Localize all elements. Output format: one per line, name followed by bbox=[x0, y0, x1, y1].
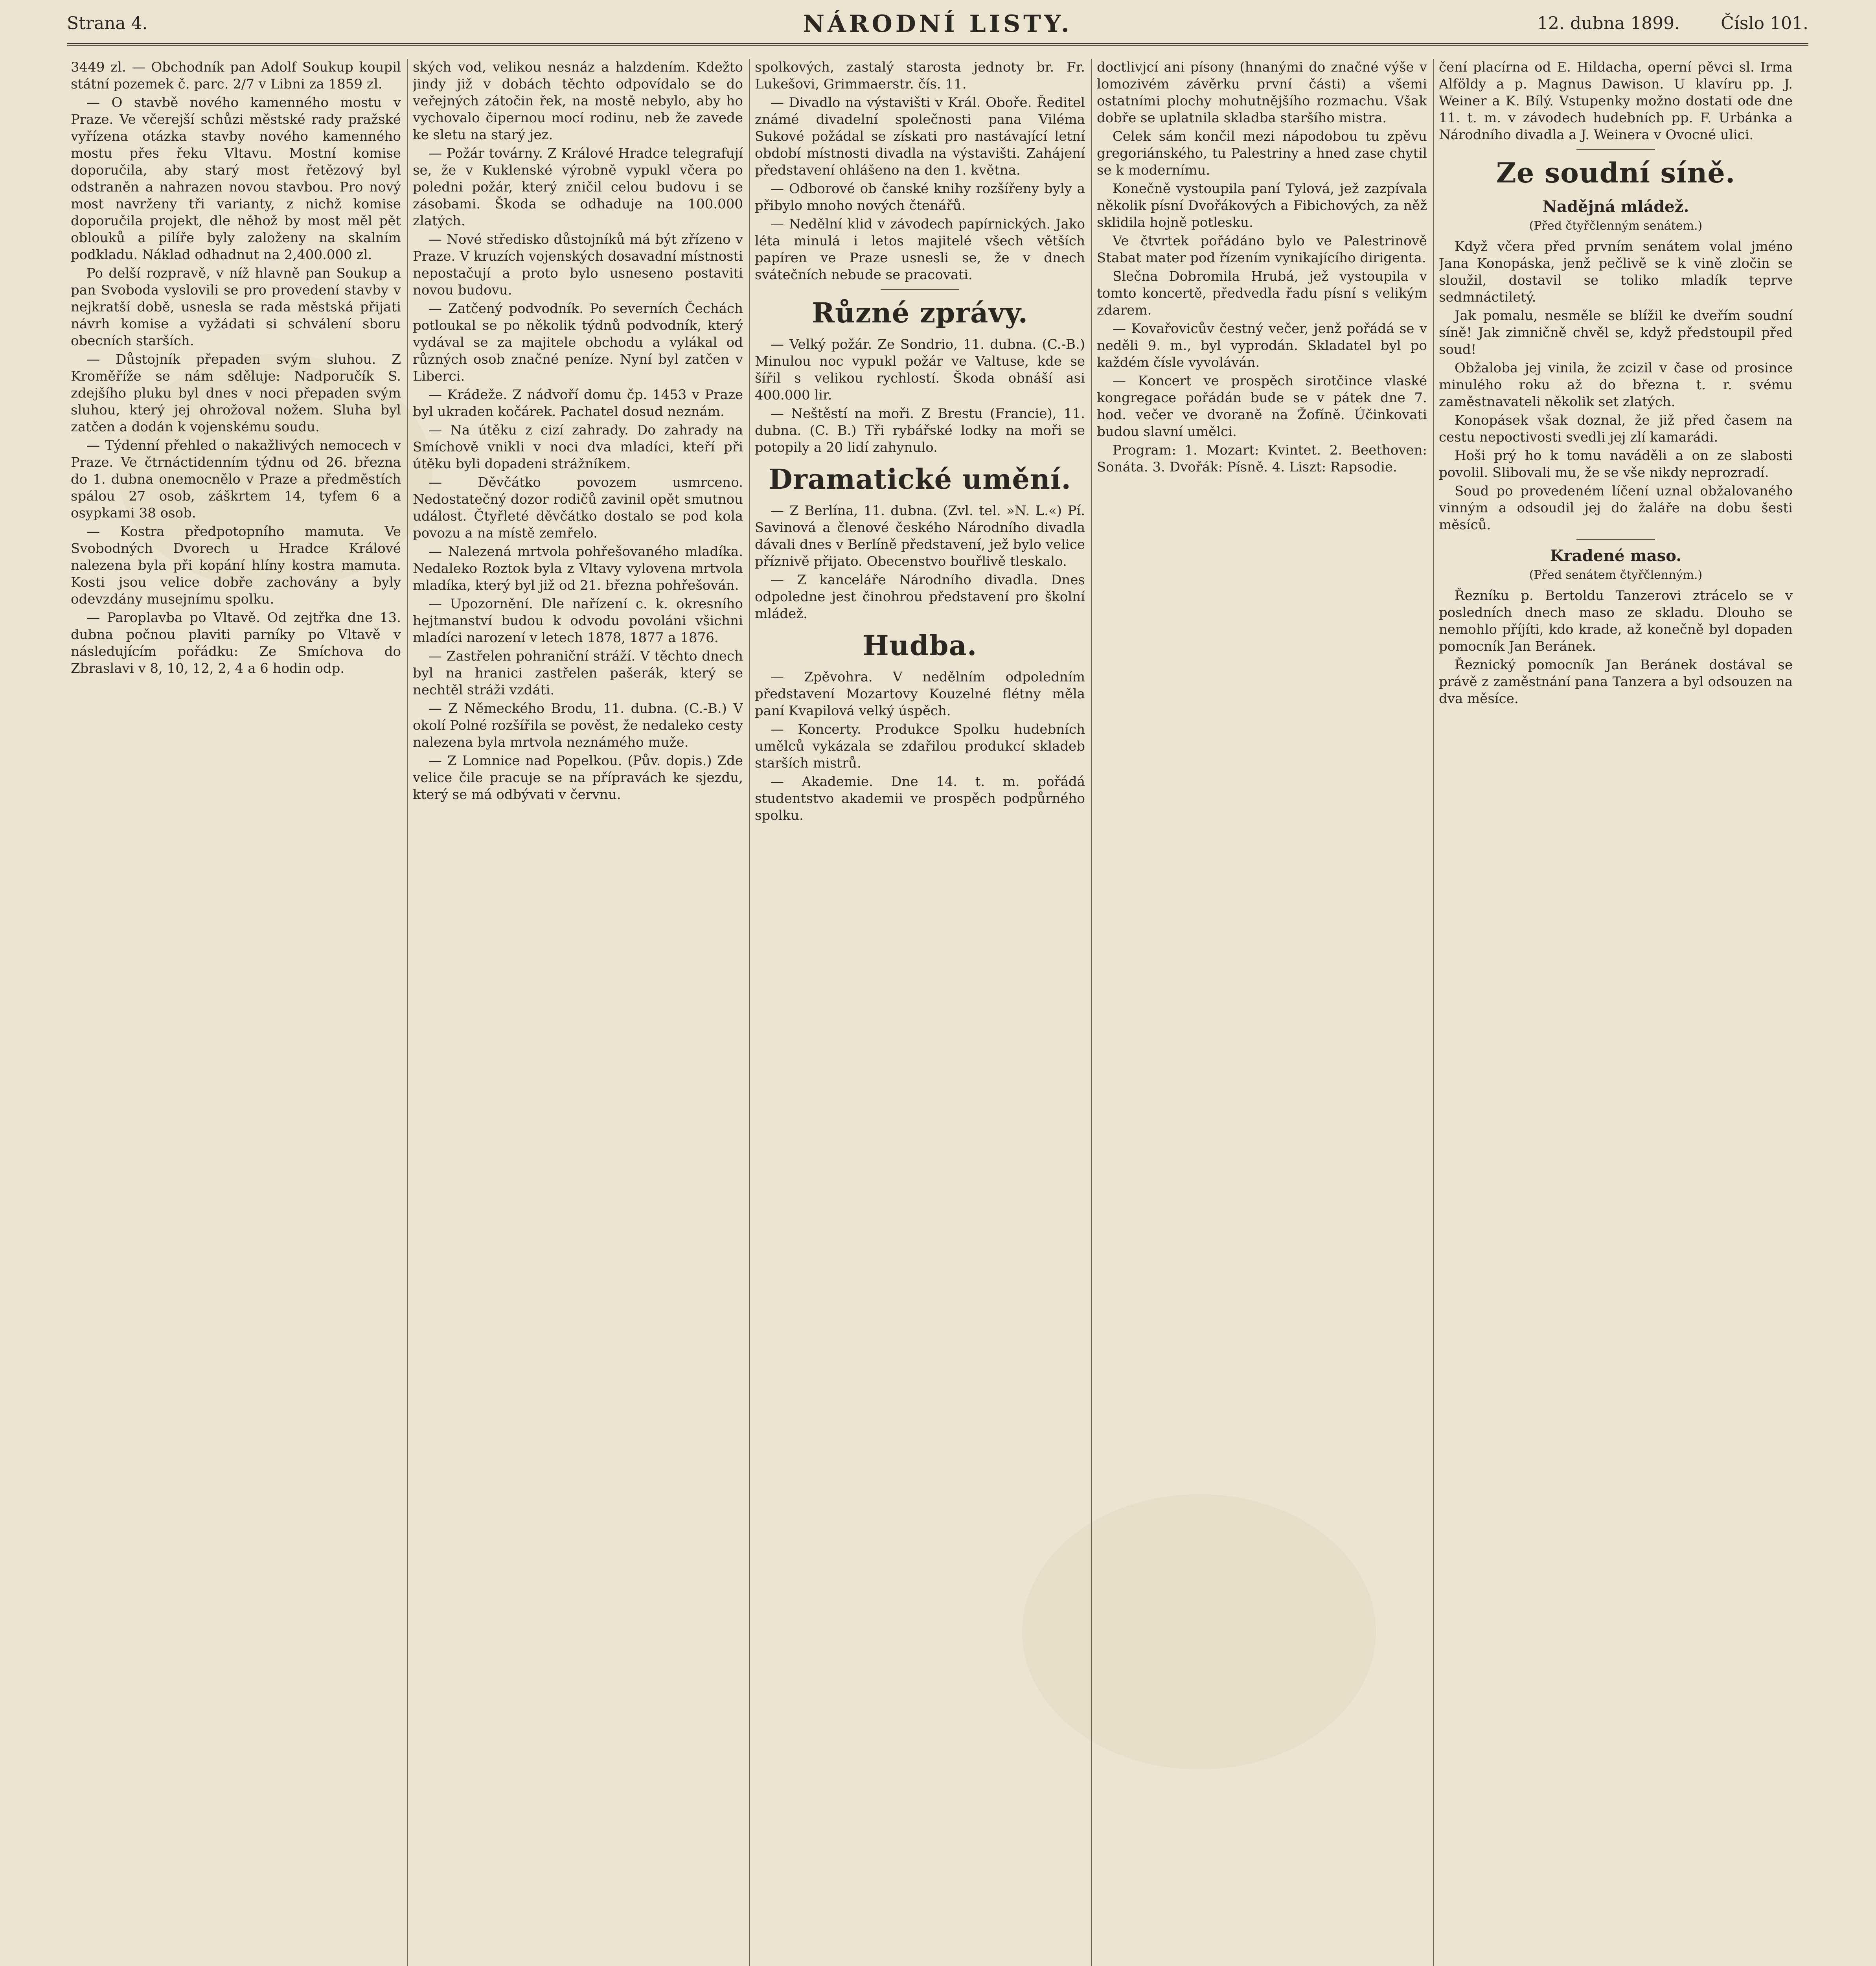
article-note: (Před čtyřčlenným senátem.) bbox=[1529, 219, 1703, 233]
article-paragraph: Obžaloba jej vinila, že zcizil v čase od prosince minulého roku až do března t. r. svému zaměstnavateli několik set zlatých. bbox=[1439, 360, 1793, 410]
section-headline: Ze soudní síně. bbox=[1496, 156, 1736, 189]
article-title: Nadějná mládež. bbox=[1542, 197, 1689, 216]
column-2 bbox=[413, 59, 743, 1966]
issue-date: 12. dubna 1899. bbox=[1537, 13, 1680, 33]
column-divider bbox=[1433, 59, 1434, 1966]
column-divider bbox=[1091, 59, 1092, 1966]
article-paragraph: — Děvčátko povozem usmrceno. Nedostatečný dozor rodičů zavinil opět smutnou událost. Čtyřleté děvčátko dostalo se pod kola povozu a na místě zemřelo. bbox=[413, 475, 743, 541]
article-paragraph: — Nové středisko důstojníků má být zřízeno v Praze. V kruzích vojenských dosavadní místnosti nepostačují a proto bylo usneseno postaviti novou budovu. bbox=[413, 232, 743, 298]
article-paragraph: — Z kanceláře Národního divadla. Dnes odpoledne jest činohrou představení pro školní mládež. bbox=[755, 572, 1085, 622]
article-paragraph: — Kostra předpotopního mamuta. Ve Svobodných Dvorech u Hradce Králové nalezena byla při kopání hlíny kostra mamuta. Kosti jsou velice dobře zachovány a byly odevzdány musejnímu spolku. bbox=[71, 524, 401, 607]
article-paragraph: Soud po provedeném líčení uznal obžalovaného vinným a odsoudil jej do žaláře na dobu šesti měsíců. bbox=[1439, 483, 1793, 533]
article-paragraph: — Koncerty. Produkce Spolku hudebních umělců vykázala se zdařilou produkcí skladeb starších mistrů. bbox=[755, 722, 1085, 771]
article-paragraph: — Upozornění. Dle nařízení c. k. okresního hejtmanství budou k odvodu povoláni všichni mladíci narození v letech 1878, 1877 a 1876. bbox=[413, 596, 743, 646]
article-paragraph: — Z Lomnice nad Popelkou. (Pův. dopis.) Zde velice čile pracuje se na přípravách ke sjezdu, který se má odbývati v červnu. bbox=[413, 753, 743, 803]
article-paragraph: — Z Berlína, 11. dubna. (Zvl. tel. »N. L.«) Pí. Savinová a členové českého Národního divadla dávali dnes v Berlíně představení, jež bylo velice příznivě přijato. Obecenstvo bouřlivě tleskalo. bbox=[755, 503, 1085, 569]
article-paragraph: — Kovařovicův čestný večer, jenž pořádá se v neděli 9. m., byl vyprodán. Skladatel byl po každém čísle vyvoláván. bbox=[1097, 321, 1427, 370]
article-paragraph: — O stavbě nového kamenného mostu v Praze. Ve včerejší schůzi městské rady pražské vyřízena otázka stavby nového kamenného mostu přes řeku Vltavu. Mostní komise doporučila, aby starý most řetězový byl odstraněn a nahrazen novou stavbou. Pro nový most navrženy tři varianty, z nichž komise doporučila projekt, dle něhož by most měl pět oblouků a pilíře byly založeny na skalním podkladu. Náklad odhadnut na 2,400.000 zl. bbox=[71, 95, 401, 263]
masthead bbox=[67, 8, 1808, 46]
section-headline: Různé zprávy. bbox=[811, 296, 1028, 329]
article-paragraph: — Požár továrny. Z Králové Hradce telegrafují se, že v Kuklenské výrobně vypukl včera po poledni požár, který zničil celou budovu i se zásobami. Škoda se odhaduje na 100.000 zlatých. bbox=[413, 145, 743, 229]
article-paragraph: Konečně vystoupila paní Tylová, jež zazpívala několik písní Dvořákových a Fibichových, za něž sklidila hojně potlesku. bbox=[1097, 181, 1427, 230]
article-paragraph: — Nedělní klid v závodech papírnických. Jako léta minulá i letos majitelé všech větších papíren ve Praze usnesli se, že v dnech svátečních nebude se pracovati. bbox=[755, 216, 1085, 283]
article-paragraph: Řezníku p. Bertoldu Tanzerovi ztrácelo se v posledních dnech maso ze skladu. Dlouho se nemohlo příjíti, kdo krade, až konečně byl dopaden pomocník Jan Beránek. bbox=[1439, 588, 1793, 654]
article-paragraph: — Zpěvohra. V nedělním odpoledním představení Mozartovy Kouzelné flétny měla paní Kvapilová velký úspěch. bbox=[755, 669, 1085, 719]
issue-number: Číslo 101. bbox=[1721, 13, 1808, 33]
article-paragraph: 3449 zl. — Obchodník pan Adolf Soukup koupil státní pozemek č. parc. 2/7 v Libni za 1859 zl. bbox=[71, 59, 401, 92]
article-paragraph: — Velký požár. Ze Sondrio, 11. dubna. (C.-B.) Minulou noc vypukl požár ve Valtuse, kde se šířil s velikou rychlostí. Škoda obnáší asi 400.000 lir. bbox=[755, 337, 1085, 403]
section-headline: Dramatické umění. bbox=[769, 463, 1071, 495]
article-paragraph: — Odborové ob čanské knihy rozšířeny byly a přibylo mnoho nových čtenářů. bbox=[755, 181, 1085, 214]
column-divider bbox=[749, 59, 750, 1966]
article-paragraph: — Z Německého Brodu, 11. dubna. (C.-B.) V okolí Polné rozšířila se pověst, že nedaleko cesty nalezena byla mrtvola neznámého muže. bbox=[413, 701, 743, 750]
article-paragraph: Konopásek však doznal, že již před časem na cestu nepoctivosti svedli jej zlí kamarádi. bbox=[1439, 412, 1793, 445]
article-paragraph: Hoši prý ho k tomu naváděli a on ze slabosti povolil. Slibovali mu, že se vše nikdy neprozradí. bbox=[1439, 448, 1793, 480]
article-paragraph: Celek sám končil mezi nápodobou tu zpěvu gregoriánského, tu Palestriny a hned zase chytil se k modernímu. bbox=[1097, 129, 1427, 178]
article-paragraph: doctlivjcí ani písony (hnanými do značné výše v lomozivém závěrku první části) a všemi ostatními plochy mohutnějšího rozmachu. Však dobře se uplatnila skladba staršího mistra. bbox=[1097, 59, 1427, 126]
column-1 bbox=[71, 59, 401, 1966]
article-paragraph: Když včera před prvním senátem volal jméno Jana Konopáska, jenž pečlivě se k vině zločin se sloužil, dostavil se toliko mladík teprve sedmnáctiletý. bbox=[1439, 239, 1793, 305]
article-paragraph: Řeznický pomocník Jan Beránek dostával se právě z zaměstnání pana Tanzera a byl odsouzen na dva měsíce. bbox=[1439, 657, 1793, 707]
article-paragraph: ských vod, velikou nesnáz a halzdením. Kdežto jindy již v dobách těchto odpovídalo se do veřejných zátočin řek, na mostě nebylo, aby ho vychovalo čipernou mocí rodinu, neb že zavede ke sletu na starý jez. bbox=[413, 59, 743, 143]
article-paragraph: — Důstojník přepaden svým sluhou. Z Kroměříže se nám sděluje: Nadporučík S. zdejšího pluku byl dnes v noci přepaden svým sluhou, který jej ohrožoval nožem. Sluha byl zatčen a dodán k vojenskému soudu. bbox=[71, 352, 401, 435]
column-divider bbox=[407, 59, 408, 1966]
article-paragraph: — Nalezená mrtvola pohřešovaného mladíka. Nedaleko Roztok byla z Vltavy vylovena mrtvola mladíka, který byl již od 21. března pohřešován. bbox=[413, 544, 743, 593]
section-separator bbox=[1576, 539, 1655, 540]
page-number: Strana 4. bbox=[67, 13, 148, 33]
issue-info bbox=[1502, 13, 1808, 33]
newspaper-title: NÁRODNÍ LISTY. bbox=[803, 10, 1072, 38]
column-5 bbox=[1439, 59, 1793, 1966]
article-title: Kradené maso. bbox=[1550, 547, 1682, 565]
column-4 bbox=[1097, 59, 1427, 1966]
article-paragraph: — Divadlo na výstavišti v Král. Oboře. Ředitel známé divadelní společnosti pana Viléma Sukové požádal se získati pro nastávající letní období místnosti divadla na výstavišti. Zahájení představení ohlášeno na den 1. května. bbox=[755, 95, 1085, 178]
article-paragraph: Po delší rozpravě, v níž hlavně pan Soukup a pan Svoboda vyslovili se pro provedení stavby v nejkratší době, usnesla se rada městská přijati návrh komise a vyžádati si schválení sboru obecních starších. bbox=[71, 265, 401, 349]
article-note: (Před senátem čtyřčlenným.) bbox=[1529, 568, 1703, 582]
article-paragraph: Ve čtvrtek pořádáno bylo ve Palestrinově Stabat mater pod řízením vynikajícího dirigenta. bbox=[1097, 233, 1427, 266]
article-paragraph: Program: 1. Mozart: Kvintet. 2. Beethoven: Sonáta. 3. Dvořák: Písně. 4. Liszt: Rapsodie. bbox=[1097, 442, 1427, 475]
article-paragraph: čení placírna od E. Hildacha, operní pěvci sl. Irma Alföldy a p. Magnus Dawison. U klavíru pp. J. Weiner a K. Bílý. Vstupenky možno dostati ode dne 11. t. m. v závodech hudebních pp. F. Urbánka a Národního divadla a J. Weinera v Ovocné ulici. bbox=[1439, 59, 1793, 143]
section-headline: Hudba. bbox=[863, 629, 977, 662]
article-paragraph: — Akademie. Dne 14. t. m. pořádá studentstvo akademii ve prospěch podpůrného spolku. bbox=[755, 774, 1085, 823]
article-paragraph: — Krádeže. Z nádvoří domu čp. 1453 v Praze byl ukraden kočárek. Pachatel dosud neznám. bbox=[413, 387, 743, 420]
article-paragraph: — Zatčený podvodník. Po severních Čechách potloukal se po několik týdnů podvodník, který vydával se za majitele obchodu a vylákal od různých osob značné peníze. Nyní byl zatčen v Liberci. bbox=[413, 301, 743, 384]
article-paragraph: — Týdenní přehled o nakažlivých nemocech v Praze. Ve čtrnáctidenním týdnu od 26. března do 1. dubna onemocnělo v Praze a předměstích spálou 27 osob, záškrtem 14, tyfem 6 a osypkami 38 osob. bbox=[71, 438, 401, 521]
article-paragraph: — Na útěku z cizí zahrady. Do zahrady na Smíchově vnikli v noci dva mladíci, kteří při útěku byli dopadeni strážníkem. bbox=[413, 422, 743, 472]
article-paragraph: spolkových, zastalý starosta jednoty br. Fr. Lukešovi, Grimmaerstr. čís. 11. bbox=[755, 59, 1085, 92]
article-paragraph: — Zastřelen pohraniční stráží. V těchto dnech byl na hranici zastřelen pašerák, který se nechtěl stráži vzdáti. bbox=[413, 648, 743, 698]
article-paragraph: Slečna Dobromila Hrubá, jež vystoupila v tomto koncertě, předvedla řadu písní s velikým zdarem. bbox=[1097, 269, 1427, 318]
section-separator bbox=[1576, 149, 1655, 150]
article-paragraph: Jak pomalu, nesměle se blížil ke dveřím soudní síně! Jak zimničně chvěl se, když předstoupil před soud! bbox=[1439, 308, 1793, 357]
section-separator bbox=[881, 289, 959, 290]
column-3 bbox=[755, 59, 1085, 1966]
article-paragraph: — Koncert ve prospěch sirotčince vlaské kongregace pořádán bude se v pátek dne 7. hod. večer ve dvoraně na Žofíně. Účinkovati budou slavní umělci. bbox=[1097, 373, 1427, 440]
article-paragraph: — Paroplavba po Vltavě. Od zejtřka dne 13. dubna počnou plaviti parníky po Vltavě v následujícím pořádku: Ze Smíchova do Zbraslavi v 8, 10, 12, 2, 4 a 6 hodin odp. bbox=[71, 610, 401, 676]
article-paragraph: — Neštěstí na moři. Z Brestu (Francie), 11. dubna. (C. B.) Tři rybářské lodky na moři se potopily a 20 lidí zahynulo. bbox=[755, 406, 1085, 455]
